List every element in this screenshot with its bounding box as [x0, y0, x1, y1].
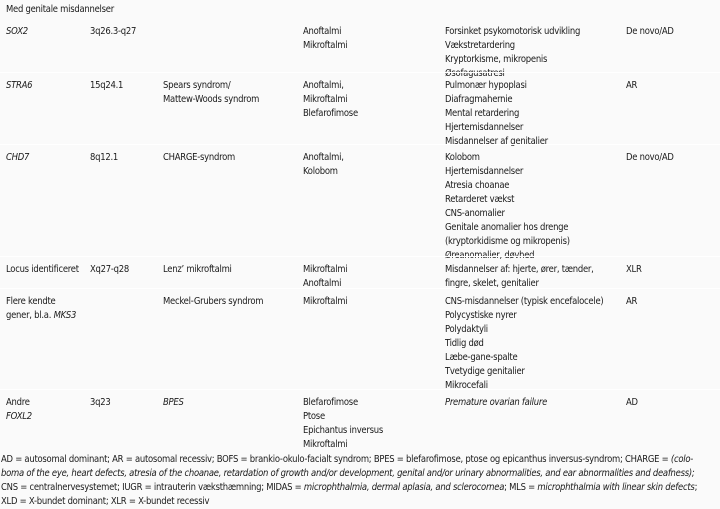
cell-inheritance	[626, 79, 637, 93]
cell-syndrome	[163, 79, 259, 107]
text-segment: Pulmonær hypoplasi	[445, 80, 527, 91]
cell-gene	[6, 396, 32, 424]
text-segment: Øreanomalier, døvhed	[445, 250, 535, 261]
text-segment: AR	[626, 296, 638, 307]
cell-other-findings	[445, 295, 603, 393]
text-segment: Misdannelser af: hjerte, ører, tænder,	[445, 264, 594, 275]
text-segment: Diafragmahernie	[445, 94, 513, 105]
text-segment: ;	[694, 482, 698, 493]
text-segment: XLD = X-bundet dominant; XLR = X-bundet recessiv	[1, 496, 210, 507]
cell-gene	[6, 25, 28, 39]
cell-locus	[90, 263, 129, 277]
text-segment: Misdannelser af genitalier	[445, 136, 548, 147]
text-segment: Mikroftalmi	[303, 94, 348, 105]
cell-inheritance	[626, 151, 674, 165]
cell-eye-findings	[303, 79, 358, 121]
cell-other-findings	[445, 151, 570, 263]
text-segment: Epichantus inversus	[303, 425, 383, 436]
text-segment: Mikroftalmi	[303, 264, 348, 275]
text-segment: CHD7	[6, 152, 30, 163]
text-segment: FOXL2	[6, 411, 32, 422]
cell-gene	[6, 295, 76, 323]
table-row	[0, 72, 720, 145]
text-segment: Andre	[6, 397, 30, 408]
table-row	[0, 144, 720, 261]
table-row	[0, 19, 720, 79]
text-segment: De novo/AD	[626, 152, 674, 163]
text-segment: (colo-	[670, 454, 694, 465]
text-segment: Mikrocefali	[445, 380, 488, 391]
cell-other-findings	[445, 79, 548, 149]
text-segment: AR	[626, 80, 638, 91]
text-segment: Genitale anomalier hos drenge	[445, 222, 569, 233]
cell-gene	[6, 151, 29, 165]
table-row	[0, 389, 720, 452]
text-segment: Anoftalmi	[303, 26, 342, 37]
text-segment: STRA6	[6, 80, 33, 91]
text-segment: Øsofagusatresi	[445, 68, 505, 79]
footnote-line	[1, 453, 717, 467]
footnote-line	[1, 481, 717, 495]
cell-locus	[90, 79, 123, 93]
text-segment: microphthalmia, dermal aplasia, and sclerocornea	[303, 482, 505, 493]
text-segment: Anoftalmi	[303, 278, 342, 289]
text-segment: 8q12.1	[90, 152, 118, 163]
text-segment: CNS-misdannelser (typisk encefalocele)	[445, 296, 604, 307]
text-segment: Mikroftalmi	[303, 296, 348, 307]
text-segment: CNS = centralnervesystemet; IUGR = intrauterin væksthæmning; MIDAS =	[1, 482, 304, 493]
footnote-line	[1, 495, 717, 509]
text-segment: Locus identificeret	[6, 264, 79, 275]
text-segment: Mental retardering	[445, 108, 520, 119]
cell-syndrome	[163, 295, 263, 309]
text-segment: Forsinket psykomotorisk udvikling	[445, 26, 581, 37]
table-row	[0, 256, 720, 289]
text-segment: gener, bl.a.	[6, 310, 54, 321]
text-segment: Hjertemisdannelser	[445, 122, 524, 133]
table-row	[0, 288, 720, 390]
text-segment: Lenz’ mikroftalmi	[163, 264, 232, 275]
cell-other-findings	[445, 263, 594, 291]
text-segment: Retarderet vækst	[445, 194, 515, 205]
cell-other-findings	[445, 396, 547, 410]
text-segment: MKS3	[53, 310, 77, 321]
text-segment: CNS-anomalier	[445, 208, 505, 219]
text-segment: XLR	[626, 264, 642, 275]
cell-eye-findings	[303, 151, 344, 179]
cell-eye-findings	[303, 263, 347, 291]
text-segment: Atresia choanae	[445, 180, 510, 191]
text-segment: Anoftalmi,	[303, 152, 344, 163]
text-segment: Premature ovarian failure	[445, 397, 548, 408]
text-segment: 3q23	[90, 397, 111, 408]
text-segment: De novo/AD	[626, 26, 674, 37]
text-segment: Hjertemisdannelser	[445, 166, 524, 177]
text-segment: Blefarofimose	[303, 108, 358, 119]
text-segment: AD = autosomal dominant; AR = autosomal recessiv; BOFS = brankio-okulo-facialt syndrom; BPES = blefarofimose, ptose og epicanthus inversus-syndrom; CHARGE =	[1, 454, 671, 465]
cell-locus	[90, 25, 136, 39]
cell-eye-findings	[303, 295, 347, 309]
text-segment: 15q24.1	[90, 80, 124, 91]
cell-syndrome	[163, 263, 232, 277]
text-segment: AD	[626, 397, 638, 408]
text-segment: Ptose	[303, 411, 325, 422]
text-segment: Blefarofimose	[303, 397, 358, 408]
cell-inheritance	[626, 25, 674, 39]
text-segment: Anoftalmi,	[303, 80, 344, 91]
text-segment: Vækstretardering	[445, 40, 515, 51]
text-segment: Meckel-Grubers syndrom	[163, 296, 264, 307]
cell-locus	[90, 151, 118, 165]
cell-inheritance	[626, 396, 638, 410]
section-heading: Med genitale misdannelser	[6, 4, 114, 15]
cell-locus	[90, 396, 110, 410]
text-segment: Flere kendte	[6, 296, 56, 307]
cell-eye-findings	[303, 25, 347, 53]
text-segment: Mikroftalmi	[303, 40, 348, 51]
text-segment: Polydaktyli	[445, 324, 488, 335]
text-segment: CHARGE-syndrom	[163, 152, 235, 163]
text-segment: Tvetydige genitalier	[445, 366, 525, 377]
text-segment: Kryptorkisme, mikropenis	[445, 54, 548, 65]
text-segment: Læbe-gane-spalte	[445, 352, 518, 363]
text-segment: Kolobom	[445, 152, 480, 163]
text-segment: microphthalmia with linear skin defects	[537, 482, 695, 493]
table-footnote	[1, 453, 717, 509]
cell-syndrome	[163, 151, 235, 165]
footnote-line	[1, 467, 717, 481]
text-segment: 3q26.3-q27	[90, 26, 137, 37]
text-segment: Xq27-q28	[90, 264, 129, 275]
text-segment: Kolobom	[303, 166, 338, 177]
text-segment: SOX2	[6, 26, 28, 37]
text-segment: Tidlig død	[445, 338, 484, 349]
text-segment: Mattew-Woods syndrom	[163, 94, 260, 105]
cell-syndrome	[163, 396, 184, 410]
cell-gene	[6, 79, 32, 93]
text-segment: Polycystiske nyrer	[445, 310, 517, 321]
text-segment: (kryptorkidisme og mikropenis)	[445, 236, 570, 247]
cell-inheritance	[626, 295, 637, 309]
text-segment: boma of the eye, heart defects, atresia of the choanae, retardation of growth and/or development, genital and/or urinary abnormalities, and ear abnormalities and deafness);	[1, 468, 695, 479]
cell-gene	[6, 263, 79, 277]
text-segment: BPES	[163, 397, 184, 408]
text-segment: Mikroftalmi	[303, 439, 348, 450]
text-segment: fingre, skelet, genitalier	[445, 278, 539, 289]
cell-eye-findings	[303, 396, 383, 452]
text-segment: ; MLS =	[504, 482, 538, 493]
text-segment: Spears syndrom/	[163, 80, 231, 91]
cell-inheritance	[626, 263, 642, 277]
